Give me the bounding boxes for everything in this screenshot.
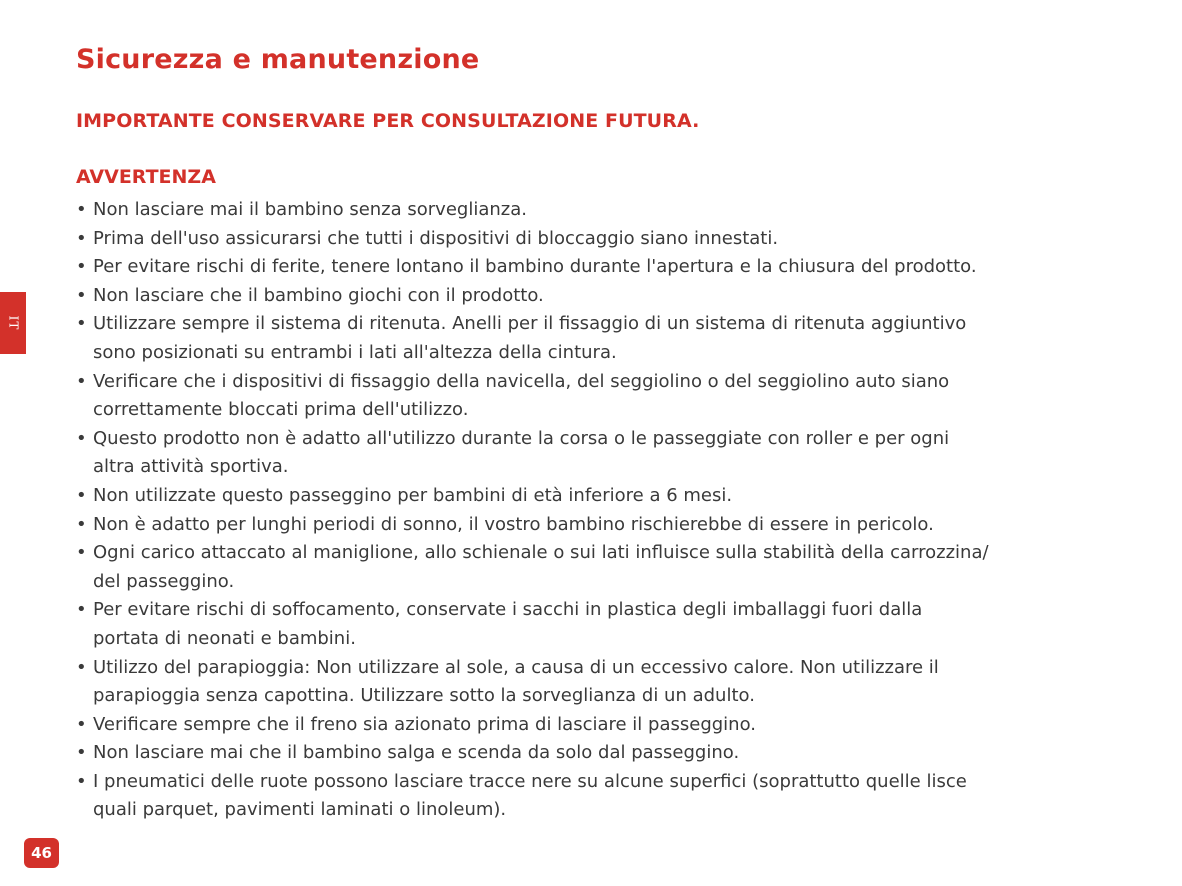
warning-item: • Questo prodotto non è adatto all'utilizzo durante la corsa o le passeggiate con roller e per ogni altra attività sportiva. xyxy=(76,425,1116,482)
warning-item: • Verificare che i dispositivi di fissaggio della navicella, del seggiolino o del seggiolino auto siano correttamente bloccati prima dell'utilizzo. xyxy=(76,368,1116,425)
warning-item: • Verificare sempre che il freno sia azionato prima di lasciare il passeggino. xyxy=(76,711,1116,740)
warning-item: • Ogni carico attaccato al maniglione, allo schienale o sui lati influisce sulla stabilità della carrozzina/ del passeggino. xyxy=(76,539,1116,596)
warning-item: • I pneumatici delle ruote possono lasciare tracce nere su alcune superfici (soprattutto quelle lisce quali parquet, pavimenti laminati o linoleum). xyxy=(76,768,1116,825)
warning-item: • Per evitare rischi di soffocamento, conservate i sacchi in plastica degli imballaggi fuori dalla portata di neonati e bambini. xyxy=(76,596,1116,653)
warning-item: • Utilizzare sempre il sistema di ritenuta. Anelli per il fissaggio di un sistema di ritenuta aggiuntivo sono posizionati su entrambi i lati all'altezza della cintura. xyxy=(76,310,1116,367)
language-tab-label: IT xyxy=(6,315,20,331)
warning-item: • Non lasciare mai il bambino senza sorveglianza. xyxy=(76,196,1116,225)
warning-list xyxy=(76,196,1116,825)
warning-item: • Prima dell'uso assicurarsi che tutti i dispositivi di bloccaggio siano innestati. xyxy=(76,225,1116,254)
important-notice: IMPORTANTE CONSERVARE PER CONSULTAZIONE FUTURA. xyxy=(76,110,700,132)
warning-item: • Non lasciare che il bambino giochi con il prodotto. xyxy=(76,282,1116,311)
warning-item: • Non è adatto per lunghi periodi di sonno, il vostro bambino rischierebbe di essere in pericolo. xyxy=(76,511,1116,540)
language-tab xyxy=(0,292,26,354)
page-title: Sicurezza e manutenzione xyxy=(76,44,480,75)
page-number-badge: 46 xyxy=(24,838,59,868)
warning-heading: AVVERTENZA xyxy=(76,166,216,188)
warning-item: • Non utilizzate questo passeggino per bambini di età inferiore a 6 mesi. xyxy=(76,482,1116,511)
warning-item: • Non lasciare mai che il bambino salga e scenda da solo dal passeggino. xyxy=(76,739,1116,768)
warning-item: • Per evitare rischi di ferite, tenere lontano il bambino durante l'apertura e la chiusura del prodotto. xyxy=(76,253,1116,282)
warning-item: • Utilizzo del parapioggia: Non utilizzare al sole, a causa di un eccessivo calore. Non utilizzare il parapioggia senza capottina. Utilizzare sotto la sorveglianza di un adulto. xyxy=(76,654,1116,711)
